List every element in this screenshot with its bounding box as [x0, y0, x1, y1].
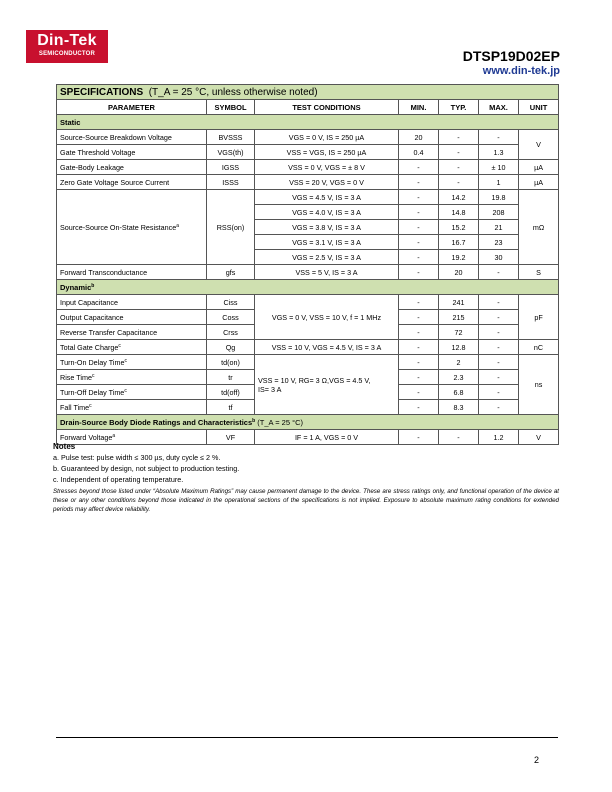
- min-cell: -: [399, 355, 439, 370]
- condition-cell: VSS = 10 V, RG= 3 Ω,VGS = 4.5 V, IS= 3 A: [255, 355, 399, 415]
- typ-cell: 19.2: [439, 250, 479, 265]
- stress-disclaimer: Stresses beyond those listed under “Absolute Maximum Ratings” may cause permanent damage to the device. These are stress ratings only, and functional operation of the device at these or any other conditions beyond those indicated in the operational sections of the specifications is not implied. Exposure to absolute maximum rating conditions for extended periods may affect device reliability.: [53, 488, 559, 513]
- param-cell: Source-Source On-State Resistance$^a$: [57, 190, 207, 265]
- param-cell: Total Gate Charge$^c$: [57, 340, 207, 355]
- note-b: b. Guaranteed by design, not subject to production testing.: [53, 464, 240, 473]
- max-cell: -: [479, 400, 519, 415]
- max-cell: -: [479, 130, 519, 145]
- table-row: [57, 355, 559, 370]
- min-cell: -: [399, 160, 439, 175]
- unit-cell: nC: [519, 340, 559, 355]
- min-cell: -: [399, 250, 439, 265]
- table-row: [57, 130, 559, 145]
- typ-cell: 12.8: [439, 340, 479, 355]
- unit-cell: V: [519, 430, 559, 445]
- min-cell: -: [399, 370, 439, 385]
- max-cell: -: [479, 295, 519, 310]
- typ-cell: 2: [439, 355, 479, 370]
- condition-cell: VGS = 3.8 V, IS = 3 A: [255, 220, 399, 235]
- condition-cell: VGS = 4.0 V, IS = 3 A: [255, 205, 399, 220]
- col-header: UNIT: [519, 100, 559, 115]
- typ-cell: 72: [439, 325, 479, 340]
- condition-cell: VGS = 0 V, VSS = 10 V, f = 1 MHz: [255, 295, 399, 340]
- logo-text: Din-Tek: [37, 32, 97, 49]
- min-cell: 20: [399, 130, 439, 145]
- max-cell: 1.2: [479, 430, 519, 445]
- table-row: [57, 190, 559, 205]
- min-cell: -: [399, 430, 439, 445]
- min-cell: -: [399, 205, 439, 220]
- notes-title: Notes: [53, 442, 76, 451]
- table-row: [57, 265, 559, 280]
- symbol-cell: ISSS: [207, 175, 255, 190]
- typ-cell: 16.7: [439, 235, 479, 250]
- min-cell: -: [399, 325, 439, 340]
- symbol-cell: BVSSS: [207, 130, 255, 145]
- logo-subtext: SEMICONDUCTOR: [38, 51, 96, 57]
- param-cell: Reverse Transfer Capacitance: [57, 325, 207, 340]
- min-cell: 0.4: [399, 145, 439, 160]
- min-cell: -: [399, 310, 439, 325]
- typ-cell: 15.2: [439, 220, 479, 235]
- typ-cell: -: [439, 130, 479, 145]
- typ-cell: 2.3: [439, 370, 479, 385]
- symbol-cell: Crss: [207, 325, 255, 340]
- param-cell: Input Capacitance: [57, 295, 207, 310]
- table-row: [57, 145, 559, 160]
- table-title-conditions: (T_A = 25 °C, unless otherwise noted): [148, 86, 318, 98]
- unit-cell: µA: [519, 175, 559, 190]
- symbol-cell: RSS(on): [207, 190, 255, 265]
- symbol-cell: tf: [207, 400, 255, 415]
- max-cell: -: [479, 355, 519, 370]
- note-c: c. Independent of operating temperature.: [53, 475, 184, 484]
- param-cell: Output Capacitance: [57, 310, 207, 325]
- param-cell: Forward Transconductance: [57, 265, 207, 280]
- condition-cell: VSS = 20 V, VGS = 0 V: [255, 175, 399, 190]
- min-cell: -: [399, 295, 439, 310]
- param-cell: Turn-Off Delay Time$^c$: [57, 385, 207, 400]
- typ-cell: 14.2: [439, 190, 479, 205]
- typ-cell: 215: [439, 310, 479, 325]
- specifications-table: [56, 84, 559, 445]
- symbol-cell: VF: [207, 430, 255, 445]
- unit-cell: V: [519, 130, 559, 160]
- unit-cell: S: [519, 265, 559, 280]
- condition-cell: VGS = 3.1 V, IS = 3 A: [255, 235, 399, 250]
- section-diode: Drain-Source Body Diode Ratings and Characteristics$^b$ (T_A = 25 °C): [57, 415, 559, 430]
- table-row: [57, 295, 559, 310]
- condition-cell: VSS = 5 V, IS = 3 A: [255, 265, 399, 280]
- max-cell: -: [479, 370, 519, 385]
- typ-cell: -: [439, 175, 479, 190]
- col-header: MIN.: [399, 100, 439, 115]
- param-cell: Source-Source Breakdown Voltage: [57, 130, 207, 145]
- column-header-row: [57, 100, 559, 115]
- max-cell: -: [479, 310, 519, 325]
- unit-cell: ns: [519, 355, 559, 415]
- symbol-cell: IGSS: [207, 160, 255, 175]
- typ-cell: 20: [439, 265, 479, 280]
- note-a: a. Pulse test: pulse width ≤ 300 µs, duty cycle ≤ 2 %.: [53, 453, 221, 462]
- col-header: SYMBOL: [207, 100, 255, 115]
- section-static: Static: [57, 115, 559, 130]
- max-cell: ± 10: [479, 160, 519, 175]
- symbol-cell: td(off): [207, 385, 255, 400]
- col-header: MAX.: [479, 100, 519, 115]
- condition-cell: VGS = 0 V, IS = 250 µA: [255, 130, 399, 145]
- min-cell: -: [399, 265, 439, 280]
- unit-cell: mΩ: [519, 190, 559, 265]
- condition-cell: VGS = 4.5 V, IS = 3 A: [255, 190, 399, 205]
- condition-cell: VSS = VGS, IS = 250 µA: [255, 145, 399, 160]
- footer-divider: [56, 737, 558, 738]
- website-link[interactable]: www.din-tek.jp: [482, 65, 560, 77]
- condition-cell: VSS = 10 V, VGS = 4.5 V, IS = 3 A: [255, 340, 399, 355]
- page-number: 2: [533, 755, 539, 765]
- unit-cell: pF: [519, 295, 559, 340]
- min-cell: -: [399, 400, 439, 415]
- max-cell: 19.8: [479, 190, 519, 205]
- symbol-cell: Qg: [207, 340, 255, 355]
- max-cell: 21: [479, 220, 519, 235]
- condition-cell: IF = 1 A, VGS = 0 V: [255, 430, 399, 445]
- typ-cell: 6.8: [439, 385, 479, 400]
- table-row: [57, 340, 559, 355]
- param-cell: Gate Threshold Voltage: [57, 145, 207, 160]
- min-cell: -: [399, 385, 439, 400]
- unit-cell: µA: [519, 160, 559, 175]
- symbol-cell: Coss: [207, 310, 255, 325]
- param-cell: Fall Time$^c$: [57, 400, 207, 415]
- max-cell: 30: [479, 250, 519, 265]
- max-cell: -: [479, 385, 519, 400]
- min-cell: -: [399, 190, 439, 205]
- symbol-cell: tr: [207, 370, 255, 385]
- symbol-cell: td(on): [207, 355, 255, 370]
- min-cell: -: [399, 220, 439, 235]
- max-cell: 1: [479, 175, 519, 190]
- condition-cell: VSS = 0 V, VGS = ± 8 V: [255, 160, 399, 175]
- param-cell: Forward Voltage$^a$: [57, 430, 207, 445]
- table-title: SPECIFICATIONS: [60, 86, 144, 98]
- part-number: DTSP19D02EP: [462, 48, 560, 64]
- min-cell: -: [399, 235, 439, 250]
- param-cell: Rise Time$^c$: [57, 370, 207, 385]
- table-row: [57, 175, 559, 190]
- symbol-cell: gfs: [207, 265, 255, 280]
- typ-cell: 14.8: [439, 205, 479, 220]
- max-cell: 1.3: [479, 145, 519, 160]
- col-header: TEST CONDITIONS: [255, 100, 399, 115]
- min-cell: -: [399, 340, 439, 355]
- typ-cell: -: [439, 430, 479, 445]
- table-row: [57, 160, 559, 175]
- section-dynamic: Dynamic$^b$: [57, 280, 559, 295]
- typ-cell: -: [439, 145, 479, 160]
- max-cell: 208: [479, 205, 519, 220]
- max-cell: 23: [479, 235, 519, 250]
- company-logo: [26, 30, 108, 63]
- col-header: TYP.: [439, 100, 479, 115]
- max-cell: -: [479, 340, 519, 355]
- typ-cell: 241: [439, 295, 479, 310]
- typ-cell: 8.3: [439, 400, 479, 415]
- symbol-cell: Ciss: [207, 295, 255, 310]
- param-cell: Gate-Body Leakage: [57, 160, 207, 175]
- table-title-row: [57, 85, 559, 100]
- symbol-cell: VGS(th): [207, 145, 255, 160]
- typ-cell: -: [439, 160, 479, 175]
- notes-section: [53, 441, 559, 514]
- param-cell: Turn-On Delay Time$^c$: [57, 355, 207, 370]
- min-cell: -: [399, 175, 439, 190]
- max-cell: -: [479, 265, 519, 280]
- param-cell: Zero Gate Voltage Source Current: [57, 175, 207, 190]
- col-header: PARAMETER: [57, 100, 207, 115]
- condition-cell: VGS = 2.5 V, IS = 3 A: [255, 250, 399, 265]
- max-cell: -: [479, 325, 519, 340]
